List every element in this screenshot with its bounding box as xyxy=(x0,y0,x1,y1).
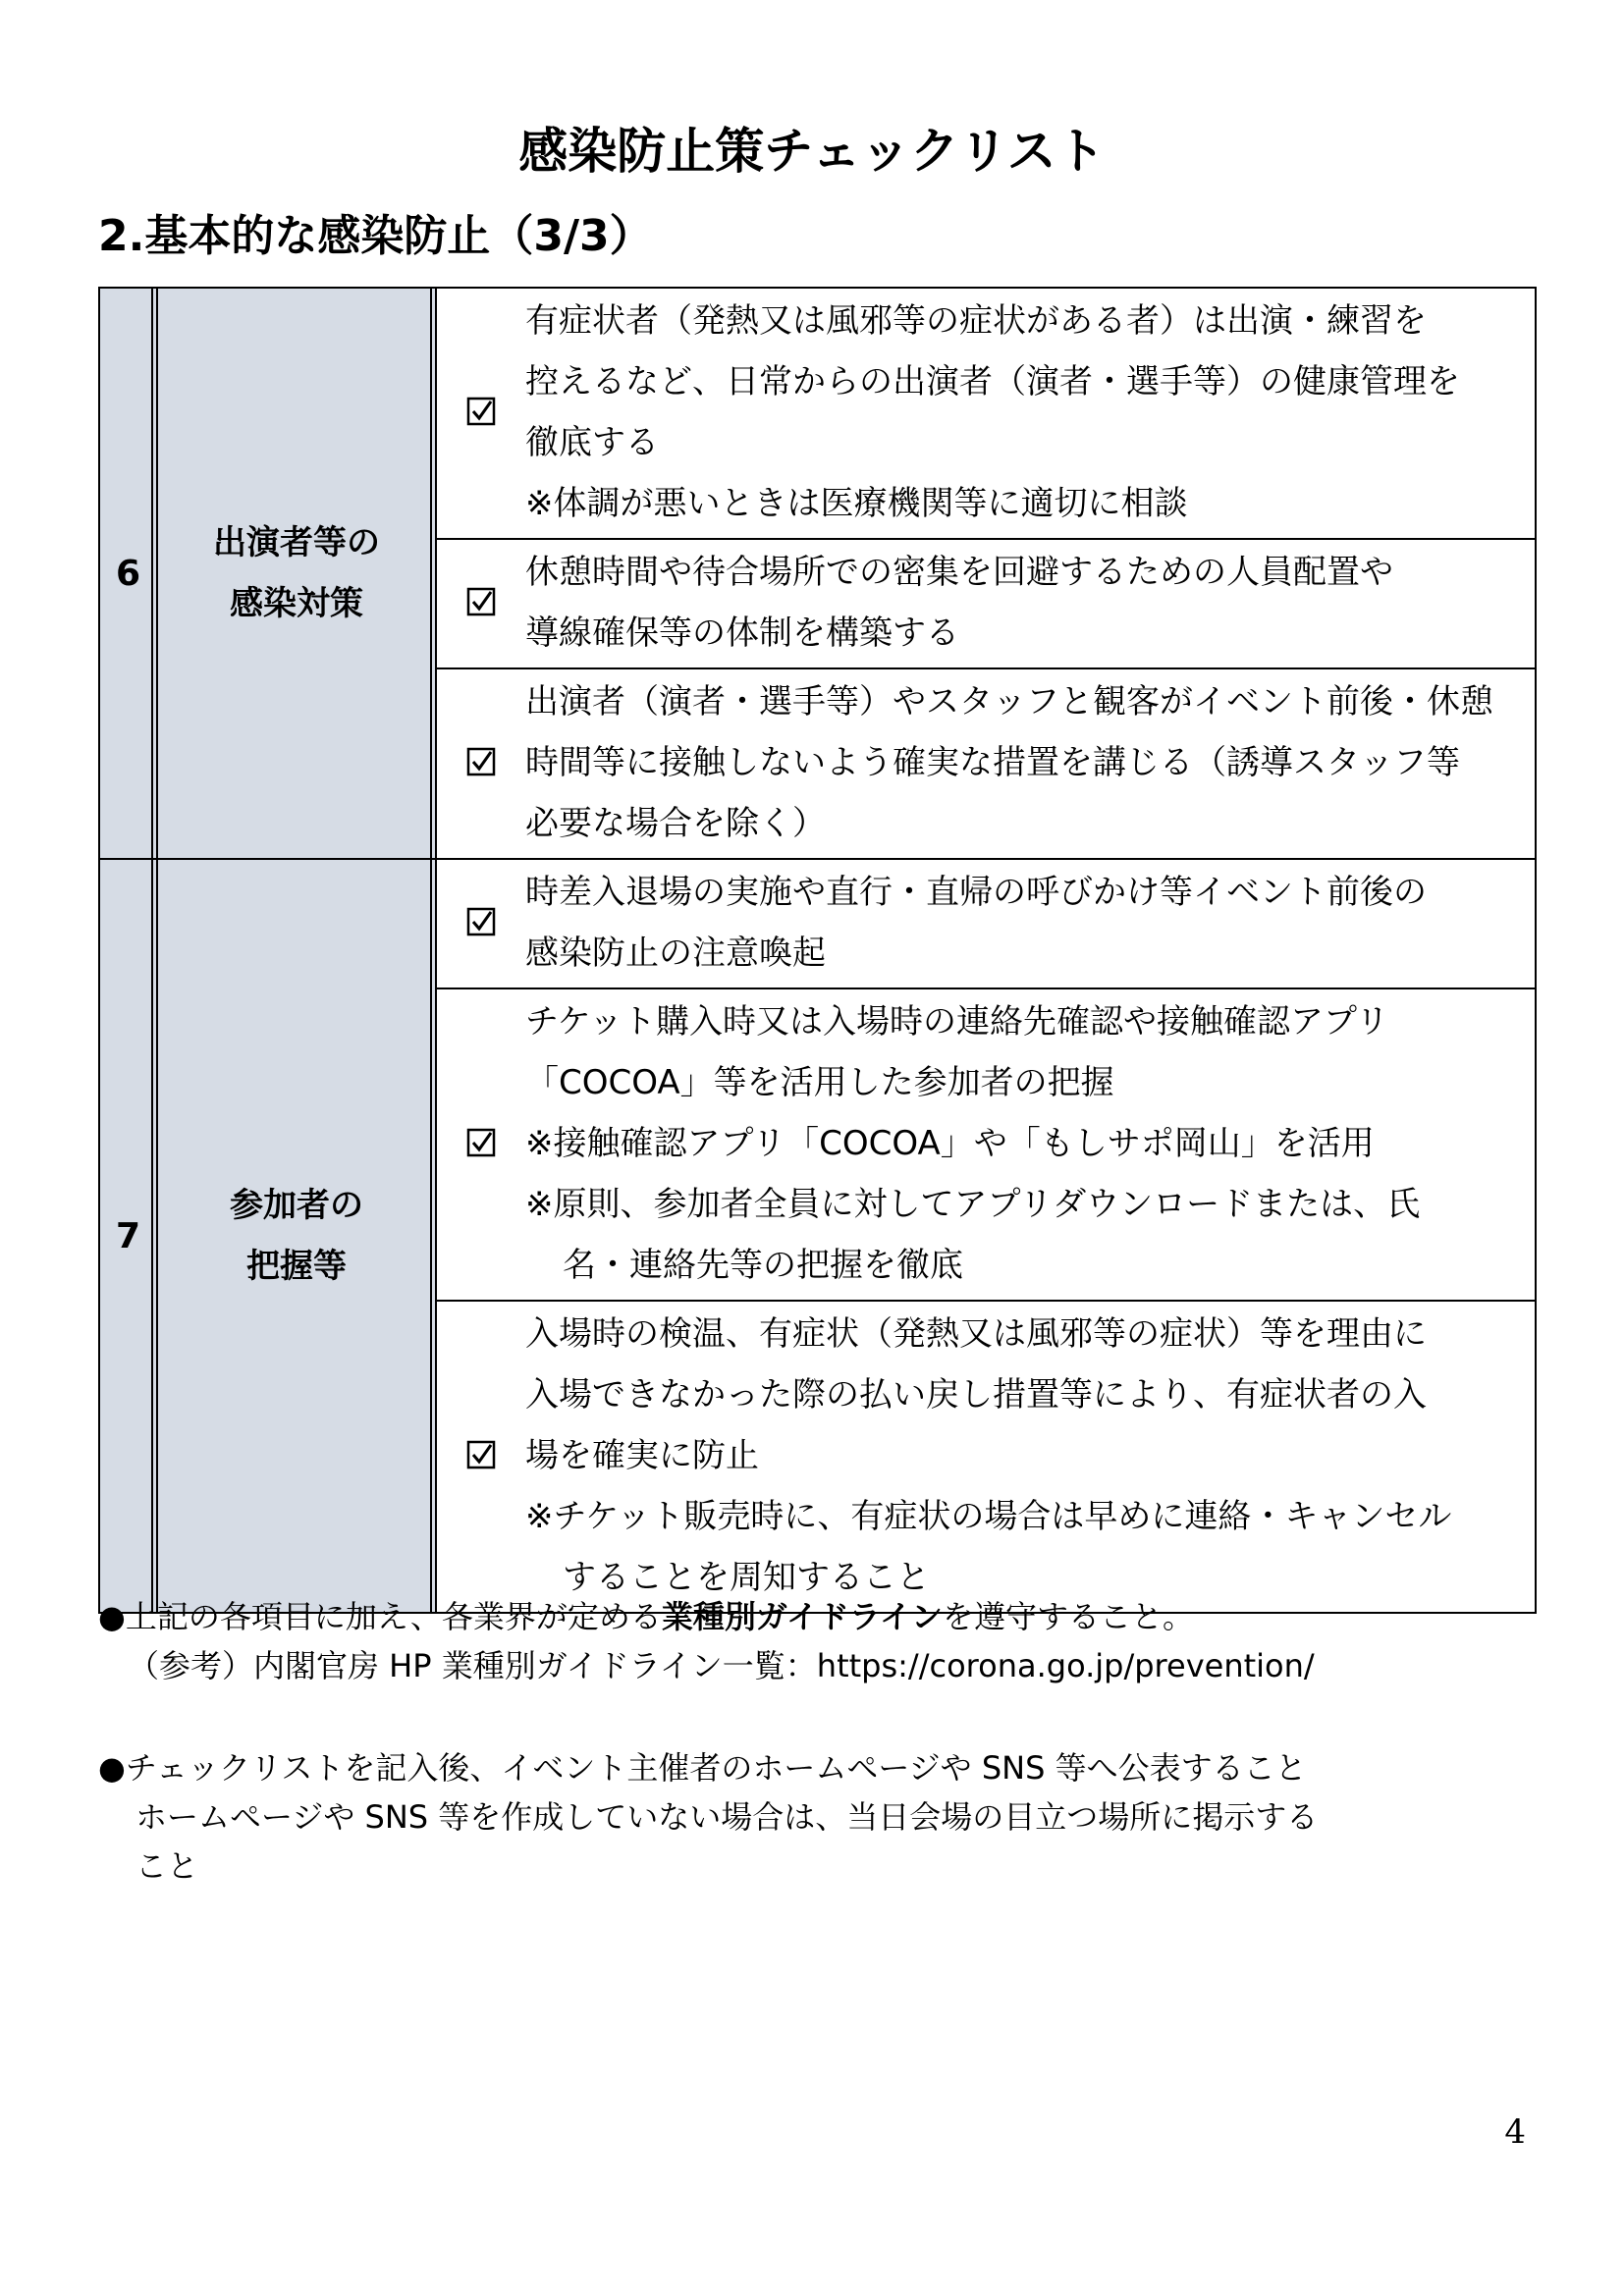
checklist-item-text xyxy=(525,859,1536,988)
item-line: 入場できなかった際の払い戻し措置等により、有症状者の入 xyxy=(525,1375,1427,1415)
checked-checkbox-icon[interactable] xyxy=(466,907,496,940)
item-line: 徹底する xyxy=(525,423,659,462)
item-line: 出演者（演者・選手等）やスタッフと観客がイベント前後・休憩 xyxy=(525,682,1493,721)
checkbox-cell xyxy=(436,539,525,668)
checkbox-cell xyxy=(436,288,525,539)
note-publish-cont-2: こと xyxy=(135,1847,199,1885)
checked-checkbox-icon[interactable] xyxy=(466,587,496,620)
checked-checkbox-icon[interactable] xyxy=(466,397,496,430)
category-line: 感染対策 xyxy=(230,584,363,623)
checklist-item-text xyxy=(525,1301,1536,1613)
checklist-item-text xyxy=(525,539,1536,668)
item-line: 場を確実に防止 xyxy=(525,1436,759,1475)
checklist-table xyxy=(98,287,1537,1614)
note-publish: ●チェックリストを記入後、イベント主催者のホームページや SNS 等へ公表すること xyxy=(98,1749,1307,1787)
checked-checkbox-icon[interactable] xyxy=(466,1128,496,1161)
section-category xyxy=(157,859,436,1613)
checklist-item-text xyxy=(525,988,1536,1301)
category-line: 把握等 xyxy=(246,1247,347,1286)
notes xyxy=(98,1592,1318,1891)
item-line: 導線確保等の体制を構築する xyxy=(525,614,959,653)
checklist-item-text xyxy=(525,288,1536,539)
item-line: 入場時の検温、有症状（発熱又は風邪等の症状）等を理由に xyxy=(525,1314,1427,1354)
item-line: 時差入退場の実施や直行・直帰の呼びかけ等イベント前後の xyxy=(525,873,1427,912)
note-guideline-suffix: を遵守すること。 xyxy=(942,1598,1194,1635)
page-number: 4 xyxy=(1504,2112,1526,2152)
item-line: 「COCOA」等を活用した参加者の把握 xyxy=(525,1063,1114,1102)
checkbox-cell xyxy=(436,1301,525,1613)
note-publish-cont: ホームページや SNS 等を作成していない場合は、当日会場の目立つ場所に掲示する xyxy=(135,1798,1319,1836)
checkbox-cell xyxy=(436,859,525,988)
item-line: チケット購入時又は入場時の連絡先確認や接触確認アプリ xyxy=(525,1002,1389,1041)
item-line: ※接触確認アプリ「COCOA」や「もしサポ岡山」を活用 xyxy=(525,1124,1375,1163)
item-line: ※体調が悪いときは医療機関等に適切に相談 xyxy=(525,484,1188,523)
item-line: 必要な場合を除く） xyxy=(525,804,826,843)
note-guideline-emphasis: 業種別ガイドライン xyxy=(661,1598,943,1635)
category-line: 出演者等の xyxy=(213,523,380,562)
item-line: することを周知すること xyxy=(563,1558,930,1597)
item-line: 休憩時間や待合場所での密集を回避するための人員配置や xyxy=(525,553,1393,592)
section-number: 7 xyxy=(99,859,157,1613)
note-reference: （参考）内閣官房 HP 業種別ガイドライン一覧：https://corona.go.jp/prevention/ xyxy=(128,1647,1315,1684)
item-line: 名・連絡先等の把握を徹底 xyxy=(563,1246,963,1285)
item-line: 時間等に接触しないよう確実な措置を講じる（誘導スタッフ等 xyxy=(525,743,1460,782)
note-guideline-text: ●上記の各項目に加え、各業界が定める xyxy=(98,1598,662,1635)
item-line: ※チケット販売時に、有症状の場合は早めに連絡・キャンセル xyxy=(525,1497,1452,1536)
checked-checkbox-icon[interactable] xyxy=(466,1440,496,1473)
section-subtitle: 2.基本的な感染防止（3/3） xyxy=(98,211,653,261)
item-line: 控えるなど、日常からの出演者（演者・選手等）の健康管理を xyxy=(525,362,1460,401)
category-line: 参加者の xyxy=(230,1186,363,1225)
section-category xyxy=(157,288,436,859)
item-line: 有症状者（発熱又は風邪等の症状がある者）は出演・練習を xyxy=(525,301,1427,341)
item-line: ※原則、参加者全員に対してアプリダウンロードまたは、氏 xyxy=(525,1185,1421,1224)
table-row xyxy=(99,288,1536,539)
item-line: 感染防止の注意喚起 xyxy=(525,934,826,973)
note-guideline xyxy=(98,1592,1318,1641)
checklist-item-text xyxy=(525,668,1536,859)
checkbox-cell xyxy=(436,668,525,859)
section-number: 6 xyxy=(99,288,157,859)
table-row xyxy=(99,859,1536,988)
page-title: 感染防止策チェックリスト xyxy=(518,123,1106,180)
checkbox-cell xyxy=(436,988,525,1301)
checked-checkbox-icon[interactable] xyxy=(466,747,496,780)
